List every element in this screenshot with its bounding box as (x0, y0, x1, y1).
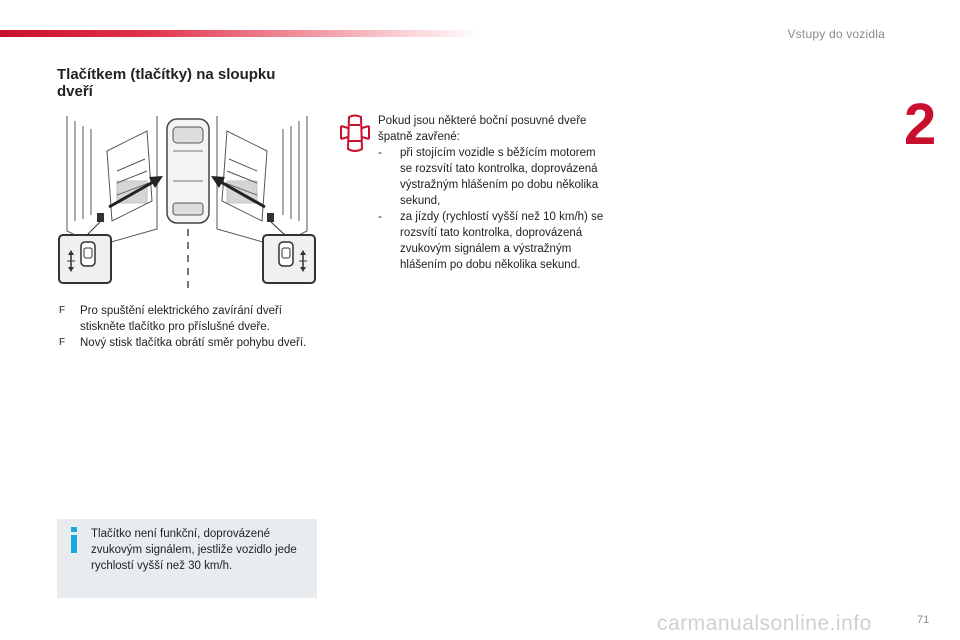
page-number: 71 (917, 614, 930, 626)
watermark: carmanualsonline.info (657, 612, 872, 635)
car-door-open-warning-icon (339, 113, 371, 155)
door-warning-text (378, 113, 608, 273)
door-pillar-buttons-illustration (57, 111, 317, 291)
chapter-number: 2 (904, 92, 937, 157)
heading-line-1: Tlačítkem (tlačítky) na sloupku (57, 66, 276, 83)
instruction-list (58, 303, 308, 351)
header-accent-bar (0, 30, 480, 37)
bullet-marker: F (59, 337, 66, 348)
right-pillar-button (267, 213, 274, 222)
warning-item-text: za jízdy (rychlostí vyšší než 10 km/h) se rozsvítí tato kontrolka, doprovázená zvukovým signálem a výstražným hlášením po dobu několika sekund. (400, 211, 604, 271)
info-icon (68, 527, 80, 553)
warning-item (378, 145, 608, 209)
warning-intro: Pokud jsou některé boční posuvné dveře špatně zavřené: (378, 115, 587, 143)
instruction-item (58, 335, 308, 351)
van-top-view (167, 119, 209, 223)
left-button-detail (59, 235, 111, 283)
dash-marker: - (378, 211, 382, 223)
warning-item-text: při stojícím vozidle s běžícím motorem se rozsvítí tato kontrolka, doprovázená výstražným hlášením po dobu několika sekund, (400, 147, 599, 207)
dash-marker: - (378, 147, 382, 159)
section-heading (57, 66, 327, 100)
heading-line-2: dveří (57, 83, 93, 100)
section-title: Vstupy do vozidla (787, 27, 885, 41)
bullet-marker: F (59, 305, 66, 316)
instruction-text: Pro spuštění elektrického zavírání dveří stiskněte tlačítko pro příslušné dveře. (80, 305, 282, 333)
instruction-text: Nový stisk tlačítka obrátí směr pohybu dveří. (80, 337, 307, 349)
info-text: Tlačítko není funkční, doprovázené zvukovým signálem, jestliže vozidlo jede rychlostí vyšší než 30 km/h. (91, 528, 297, 572)
instruction-item (58, 303, 308, 335)
right-button-detail (263, 235, 315, 283)
left-pillar-button (97, 213, 104, 222)
warning-item (378, 209, 608, 273)
info-box (57, 519, 317, 598)
